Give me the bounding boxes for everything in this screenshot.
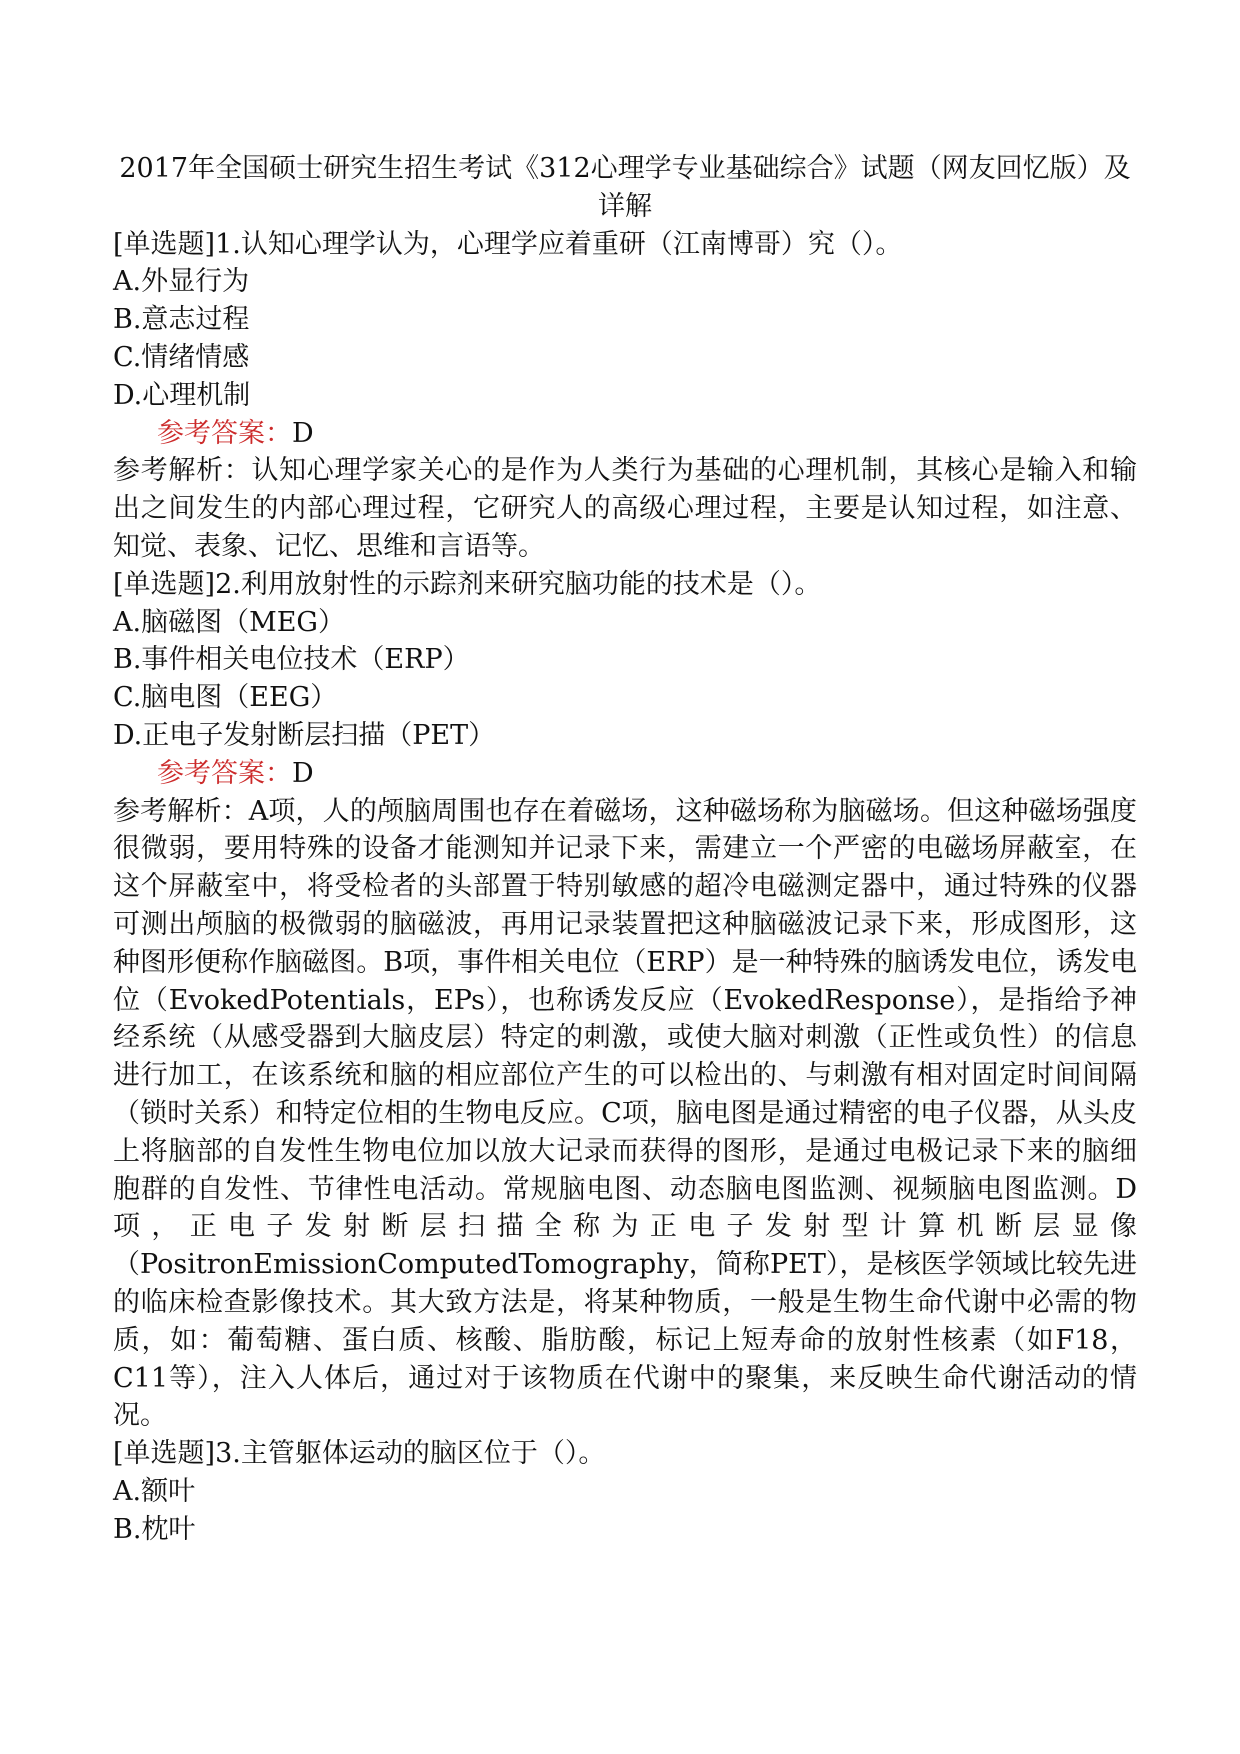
- answer-label: 参考答案：: [157, 757, 292, 789]
- option-b: B.事件相关电位技术（ERP）: [113, 644, 470, 676]
- document-title: 2017年全国硕士研究生招生考试《312心理学专业基础综合》试题（网友回忆版）及详解: [119, 153, 1131, 222]
- question-stem: [单选题]3.主管躯体运动的脑区位于（）。: [113, 1438, 606, 1470]
- answer-value: D: [292, 757, 314, 789]
- option-c: C.脑电图（EEG）: [113, 682, 338, 714]
- option-b: B.意志过程: [113, 304, 250, 336]
- answer-value: D: [292, 417, 314, 449]
- reference-answer: [113, 755, 1137, 793]
- option-b: B.枕叶: [113, 1513, 196, 1545]
- option-a: A.外显行为: [113, 266, 250, 298]
- reference-explanation: 参考解析：认知心理学家关心的是作为人类行为基础的心理机制，其核心是输入和输出之间发生的内部心理过程，它研究人的高级心理过程，主要是认知过程，如注意、知觉、表象、记忆、思维和言语等。: [113, 455, 1137, 562]
- option-a: A.额叶: [113, 1475, 196, 1507]
- question-block: [113, 566, 1137, 1435]
- question-block: [113, 1435, 1137, 1548]
- reference-explanation: 参考解析：A项，人的颅脑周围也存在着磁场，这种磁场称为脑磁场。但这种磁场强度很微弱，要用特殊的设备才能测知并记录下来，需建立一个严密的电磁场屏蔽室，在这个屏蔽室中，将受检者的头部置于特别敏感的超冷电磁测定器中，通过特殊的仪器可测出颅脑的极微弱的脑磁波，再用记录装置把这种脑磁波记录下来，形成图形，这种图形便称作脑磁图。B项，事件相关电位（ERP）是一种特殊的脑诱发电位，诱发电位（EvokedPotentials，EPs），也称诱发反应（EvokedResponse），是指给予神经系统（从感受器到大脑皮层）特定的刺激，或使大脑对刺激（正性或负性）的信息进行加工，在该系统和脑的相应部位产生的可以检出的、与刺激有相对固定时间间隔（锁时关系）和特定位相的生物电反应。C项，脑电图是通过精密的电子仪器，从头皮上将脑部的自发性生物电位加以放大记录而获得的图形，是通过电极记录下来的脑细胞群的自发性、节律性电活动。常规脑电图、动态脑电图监测、视频脑电图监测。D项，正电子发射断层扫描全称为正电子发射型计算机断层显像（PositronEmissionComputedTomography，简称PET），是核医学领域比较先进的临床检查影像技术。其大致方法是，将某种物质，一般是生物生命代谢中必需的物质，如：葡萄糖、蛋白质、核酸、脂肪酸，标记上短寿命的放射性核素（如F18，C11等），注入人体后，通过对于该物质在代谢中的聚集，来反映生命代谢活动的情况。: [113, 795, 1137, 1432]
- option-d: D.心理机制: [113, 379, 251, 411]
- answer-label: 参考答案：: [157, 417, 292, 449]
- document-page: [113, 150, 1137, 1548]
- option-d: D.正电子发射断层扫描（PET）: [113, 719, 496, 751]
- option-a: A.脑磁图（MEG）: [113, 606, 346, 638]
- reference-answer: [113, 415, 1137, 453]
- option-c: C.情绪情感: [113, 341, 250, 373]
- question-block: [113, 226, 1137, 566]
- question-stem: [单选题]2.利用放射性的示踪剂来研究脑功能的技术是（）。: [113, 568, 822, 600]
- question-stem: [单选题]1.认知心理学认为，心理学应着重研（江南博哥）究（）。: [113, 228, 903, 260]
